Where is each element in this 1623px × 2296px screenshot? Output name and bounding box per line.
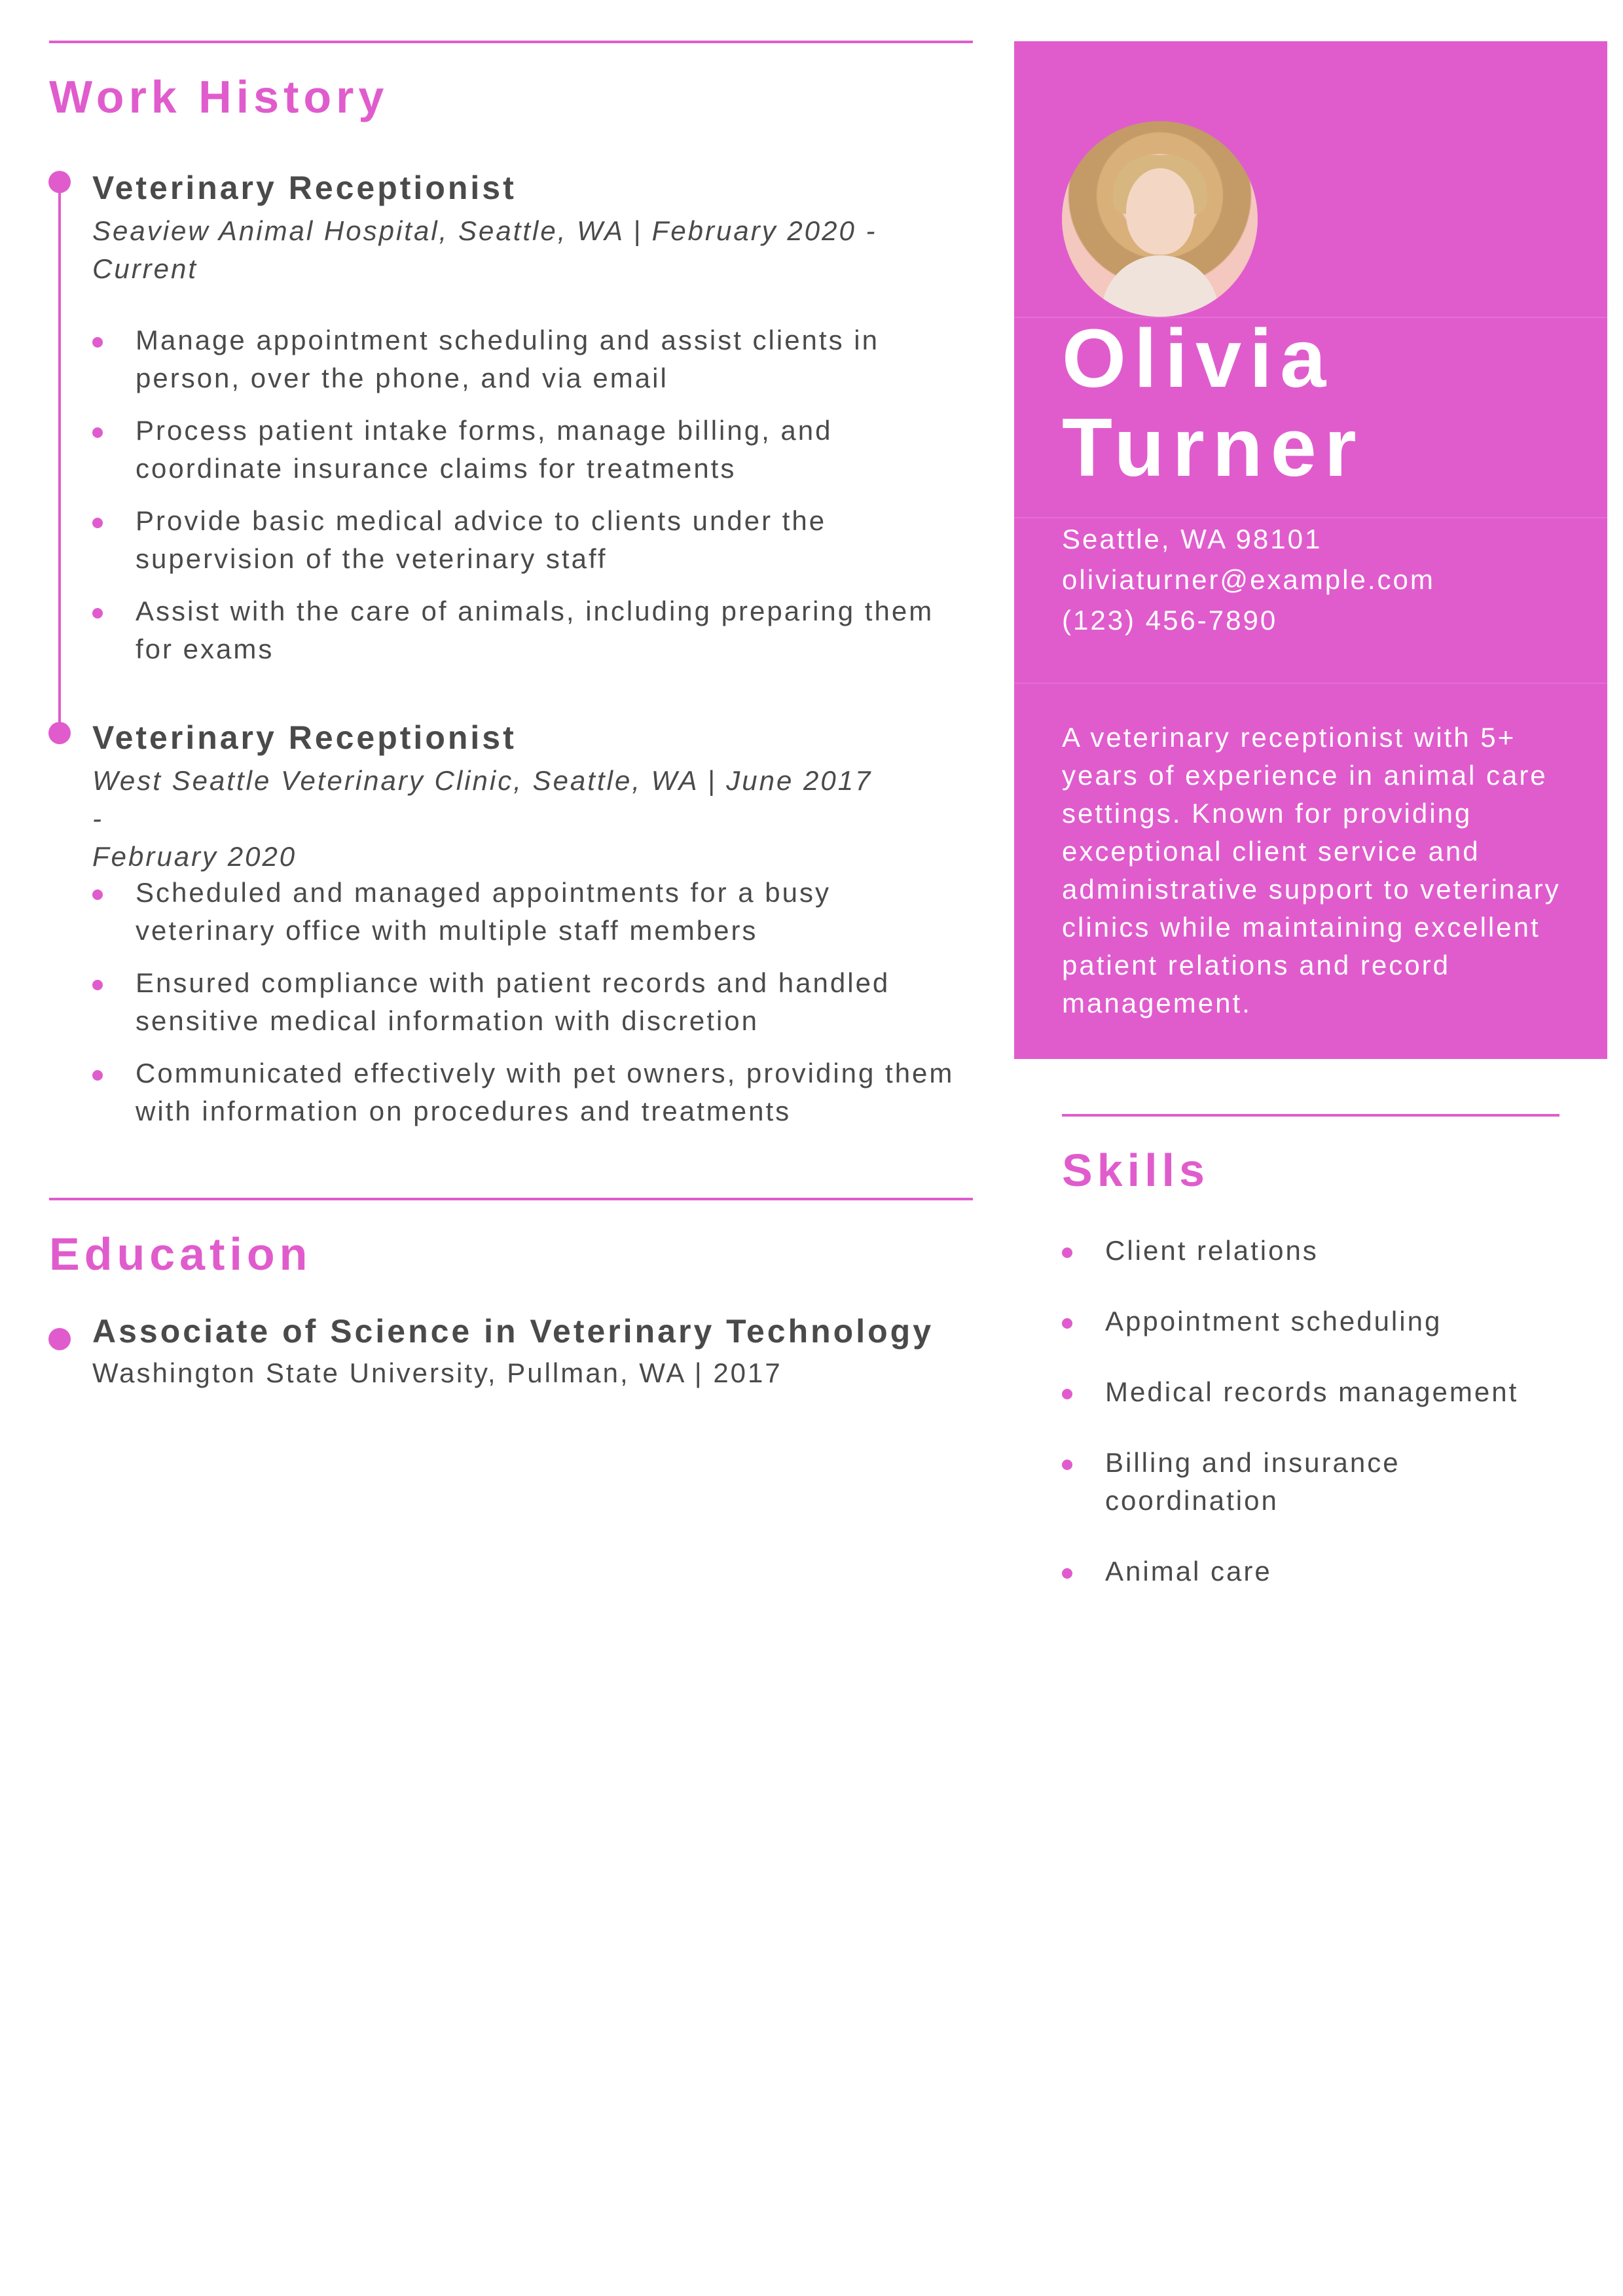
sidebar-divider	[1014, 683, 1607, 684]
last-name: Turner	[1062, 401, 1364, 493]
job-meta-line: Seaview Animal Hospital, Seattle, WA | February 2020 -	[92, 215, 877, 246]
job-title: Veterinary Receptionist	[92, 170, 517, 206]
list-item: Assist with the care of animals, including preparing them for exams	[92, 592, 970, 668]
job-bullets	[92, 874, 970, 1145]
skills-rule	[1062, 1114, 1559, 1117]
timeline-line	[58, 180, 61, 733]
list-item: Process patient intake forms, manage billing, and coordinate insurance claims for treatments	[92, 412, 970, 488]
job-meta-line: February 2020	[92, 841, 297, 872]
list-item: Communicated effectively with pet owners, providing them with information on procedures and treatments	[92, 1054, 970, 1130]
skills-list	[1062, 1232, 1559, 1623]
photo-body-shape	[1101, 255, 1219, 317]
job-meta	[92, 762, 891, 876]
bullet-icon	[92, 337, 103, 348]
degree-title: Associate of Science in Veterinary Technology	[92, 1313, 934, 1350]
bullet-icon	[92, 518, 103, 528]
first-name: Olivia	[1062, 312, 1334, 404]
bullet-icon	[92, 889, 103, 900]
list-item: Billing and insurance coordination	[1062, 1444, 1559, 1520]
candidate-name	[1062, 314, 1586, 492]
education-rule	[49, 1198, 973, 1200]
job-bullets	[92, 321, 970, 683]
bullet-icon	[92, 1070, 103, 1081]
profile-photo	[1062, 121, 1258, 317]
photo-face-shape	[1126, 168, 1194, 255]
education-heading: Education	[49, 1229, 312, 1280]
timeline-dot	[48, 171, 71, 193]
bullet-icon	[92, 427, 103, 438]
bullet-icon	[1062, 1568, 1072, 1579]
timeline-dot	[48, 722, 71, 744]
job-title: Veterinary Receptionist	[92, 719, 517, 756]
sidebar-divider	[1014, 517, 1607, 518]
list-item: Provide basic medical advice to clients under the supervision of the veterinary staff	[92, 502, 970, 578]
bullet-icon	[1062, 1460, 1072, 1470]
list-item: Medical records management	[1062, 1373, 1559, 1411]
work-history-rule	[49, 41, 973, 43]
job-meta-line: West Seattle Veterinary Clinic, Seattle, WA | June 2017 -	[92, 765, 873, 834]
contact-address: Seattle, WA 98101	[1062, 524, 1322, 554]
bullet-icon	[1062, 1247, 1072, 1258]
list-item: Manage appointment scheduling and assist clients in person, over the phone, and via email	[92, 321, 970, 397]
job-meta	[92, 212, 891, 288]
contact-email[interactable]: oliviaturner@example.com	[1062, 564, 1435, 595]
bullet-icon	[92, 980, 103, 990]
list-item: Ensured compliance with patient records and handled sensitive medical information with discretion	[92, 964, 970, 1040]
contact-phone[interactable]: (123) 456-7890	[1062, 605, 1278, 636]
list-item: Appointment scheduling	[1062, 1302, 1559, 1340]
bullet-icon	[1062, 1318, 1072, 1329]
bullet-icon	[1062, 1389, 1072, 1399]
list-item: Animal care	[1062, 1552, 1559, 1590]
work-history-heading: Work History	[49, 71, 389, 122]
skills-heading: Skills	[1062, 1145, 1209, 1196]
education-meta: Washington State University, Pullman, WA | 2017	[92, 1357, 782, 1388]
list-item: Scheduled and managed appointments for a busy veterinary office with multiple staff members	[92, 874, 970, 950]
list-item: Client relations	[1062, 1232, 1559, 1270]
profile-summary: A veterinary receptionist with 5+ years of experience in animal care settings. Known for providing exceptional client service and administrative support to veterinary clinics while maintaining excellent patient relations and record management.	[1062, 722, 1561, 1018]
job-meta-line: Current	[92, 253, 198, 284]
education-dot	[48, 1328, 71, 1350]
bullet-icon	[92, 608, 103, 619]
